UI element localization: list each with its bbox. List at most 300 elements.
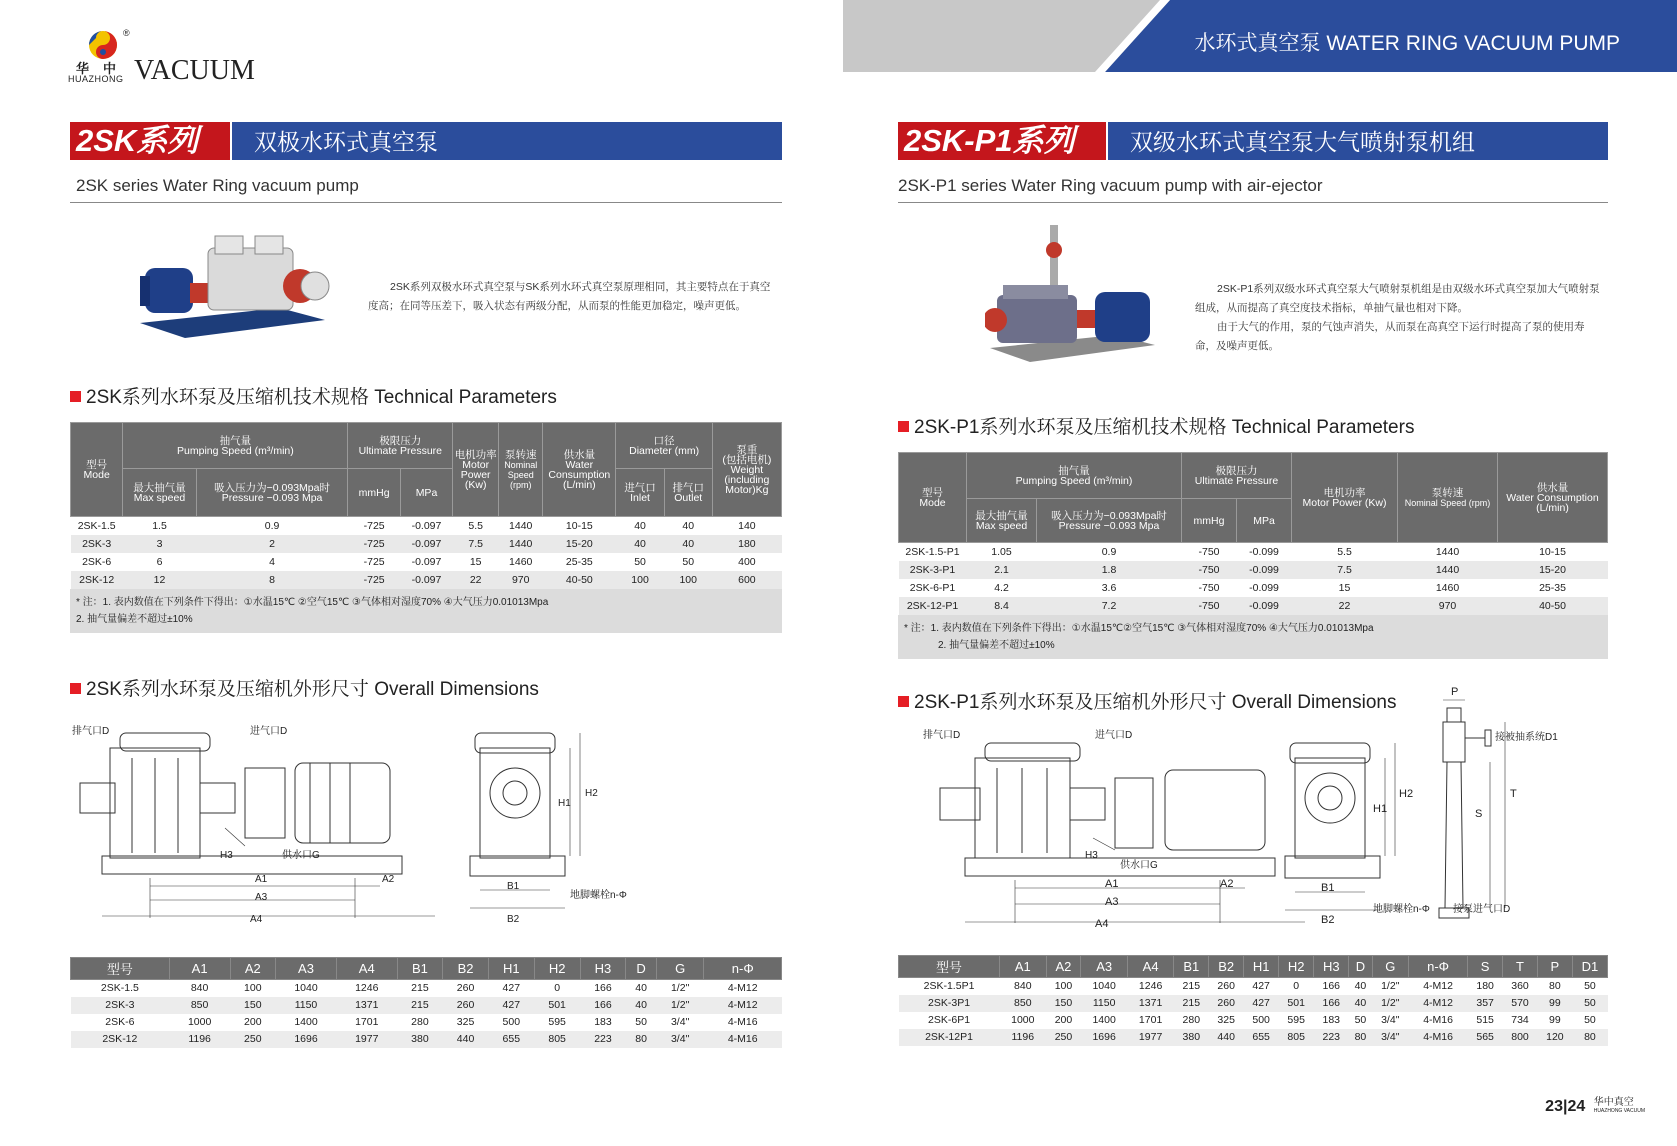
left-subtitle: 2SK series Water Ring vacuum pump [76,176,359,195]
th-speed-en: Nominal Speed (rpm) [504,459,538,490]
table-cell: 25-35 [1498,579,1608,597]
table-cell: 280 [1174,1012,1209,1029]
table-cell: 260 [443,980,489,997]
table-cell: 1150 [1081,995,1127,1012]
table-cell: -725 [348,535,400,553]
right-title-cn: 双级水环式真空泵大气喷射泵机组 [1108,122,1608,160]
table-row [71,571,782,589]
table-cell: 1/2" [656,997,704,1014]
table-cell: 1246 [336,980,397,997]
table-cell: -0.097 [400,535,452,553]
table-cell: 1701 [1127,1012,1173,1029]
table-cell: 15 [453,553,499,571]
table-cell: 515 [1468,1012,1503,1029]
table-cell: 2SK-3 [71,535,123,553]
table-cell: 166 [1314,995,1349,1012]
table-row [71,1031,782,1048]
table-cell: 15 [1292,579,1398,597]
label-h2: H2 [585,788,598,799]
table-row [899,1012,1608,1029]
table-cell: 1440 [499,535,543,553]
left-divider [70,202,782,203]
table-cell: 1/2" [656,980,704,997]
table-cell: 4 [196,553,348,571]
label-h1: H1 [1373,803,1388,815]
table-cell: 223 [1314,1029,1349,1046]
label-a3: A3 [1105,896,1119,908]
th-pump: 抽气量 [219,434,252,447]
logo-pinyin: HUAZHONG [68,74,124,84]
table-cell: 12 [123,571,196,589]
red-square-icon [70,391,81,402]
table-cell: 3/4" [1372,1029,1408,1046]
table-cell: 2.1 [967,561,1037,579]
table-cell: 2SK-3-P1 [899,561,967,579]
table-cell: 1/2" [1372,978,1408,995]
table-cell: 360 [1503,978,1538,995]
dim-header-8: H2 [1279,956,1314,978]
table-cell: 595 [534,1014,580,1031]
table-cell: 501 [1279,995,1314,1012]
dim-header-5: B1 [397,958,443,980]
table-cell: 22 [453,571,499,589]
table-cell: 8.4 [967,597,1037,615]
table-cell: 40 [664,535,712,553]
table-cell: 400 [712,553,781,571]
dim-header-3: A3 [1081,956,1127,978]
table-cell: -0.097 [400,517,452,535]
dim-header-11: G [1372,956,1408,978]
label-h1: H1 [558,798,571,809]
table-cell: 50 [626,1014,656,1031]
table-cell: 150 [1046,995,1081,1012]
table-cell: -0.099 [1237,597,1292,615]
table-row [899,978,1608,995]
dim-header-12: n-Φ [1408,956,1467,978]
logo-cn: 华中 [76,61,131,76]
dim-header-6: B2 [1209,956,1244,978]
dim-header-13: S [1468,956,1503,978]
table-row [71,997,782,1014]
table-cell: 183 [580,1014,626,1031]
label-exhaust: 排气口D [923,730,961,741]
th-water-en: Water Consumption (L/min) [548,458,611,491]
table-cell: 215 [397,980,443,997]
table-cell: 15-20 [543,535,616,553]
table-cell: -0.099 [1237,543,1292,561]
table-row [71,535,782,553]
table-cell: 2SK-1.5 [71,980,170,997]
left-dims-body [71,980,782,1048]
right-divider [898,202,1608,203]
right-note2: 2. 抽气量偏差不超过±10% [938,639,1055,651]
left-dims-head [71,958,782,980]
table-cell: 4-M12 [704,997,782,1014]
table-cell: 6 [123,553,196,571]
table-cell: 2SK-1.5-P1 [899,543,967,561]
table-cell: 840 [169,980,230,997]
dim-header-12: n-Φ [704,958,782,980]
th-mmhg: mmHg [348,469,400,517]
right-spec-body [899,543,1608,615]
table-cell: 7.5 [1292,561,1398,579]
table-cell: 600 [712,571,781,589]
label-inlet: 进气口D [1095,730,1133,741]
table-cell: 250 [1046,1029,1081,1046]
table-row [71,980,782,997]
red-square-icon [898,696,909,707]
table-cell: 2SK-12 [71,1031,170,1048]
th-inlet-en: Inlet [630,491,650,504]
table-cell: 4-M16 [1408,1029,1467,1046]
table-cell: 50 [616,553,664,571]
dim-header-16: D1 [1572,956,1607,978]
left-section-header [70,122,782,160]
right-title-series: 2SK-P1系列 [898,122,1106,160]
label-a3: A3 [255,892,268,903]
footer-brand-en: HUAZHONG VACUUM [1593,1108,1645,1114]
table-cell: 1000 [1000,1012,1046,1029]
table-cell: 1440 [1398,561,1498,579]
table-cell: 2SK-12 [71,571,123,589]
table-cell: 100 [230,980,276,997]
dim-header-1: A1 [169,958,230,980]
table-cell: 50 [1572,978,1607,995]
th-water: 供水量 [563,448,596,461]
right-spec-table-wrap [898,452,1608,659]
th-weight-sub: (包括电机) [722,453,772,466]
table-cell: 0 [534,980,580,997]
table-cell: 3 [123,535,196,553]
table-row [899,579,1608,597]
table-cell: 734 [1503,1012,1538,1029]
table-cell: 1040 [1081,978,1127,995]
th-mode: 型号 [86,458,108,471]
th-water-en: Water Consumption (L/min) [1506,491,1599,514]
th-suction-en: Pressure −0.093 Mpa [1058,519,1160,532]
footer-brand-cn: 华中真空 [1593,1097,1634,1108]
table-cell: 215 [1174,995,1209,1012]
th-speed: 泵转速 [1431,486,1464,499]
table-cell: 80 [1537,978,1572,995]
th-motor: 电机功率 [454,448,497,461]
table-cell: 3/4" [1372,1012,1408,1029]
table-cell: 800 [1503,1029,1538,1046]
table-cell: 50 [1572,995,1607,1012]
th-outlet-en: Outlet [674,491,703,504]
table-cell: 200 [1046,1012,1081,1029]
label-h3: H3 [220,850,233,861]
table-cell: 150 [230,997,276,1014]
table-cell: 325 [443,1014,489,1031]
th-pump-en: Pumping Speed (m³/min) [177,444,294,457]
table-cell: 2SK-12P1 [899,1029,1000,1046]
table-cell: 427 [488,997,534,1014]
label-b1: B1 [1321,882,1335,894]
label-b2: B2 [1321,914,1335,926]
left-note2: 2. 抽气量偏差不超过±10% [76,613,193,625]
label-h2: H2 [1399,788,1414,800]
dim-header-11: G [656,958,704,980]
right-spec-heading-text: 2SK-P1系列水环泵及压缩机技术规格 Technical Parameters [914,417,1415,438]
table-cell: 1696 [1081,1029,1127,1046]
left-title-series: 2SK系列 [70,122,230,160]
right-note1: * 注：1. 表内数值在下列条件下得出：①水温15℃②空气15℃ ③气体相对湿度70% ④大气压力0.01013Mpa [904,622,1374,634]
left-spec-table-wrap [70,422,782,633]
table-cell: 166 [580,980,626,997]
table-cell: 50 [664,553,712,571]
table-row [71,553,782,571]
table-cell: 260 [1209,995,1244,1012]
table-cell: 2 [196,535,348,553]
left-note1: * 注：1. 表内数值在下列条件下得出：①水温15℃ ②空气15℃ ③气体相对湿度70% ④大气压力0.01013Mpa [76,596,549,608]
table-cell: 2SK-3P1 [899,995,1000,1012]
left-dim-heading-text: 2SK系列水环泵及压缩机外形尺寸 Overall Dimensions [86,679,539,700]
table-cell: 655 [1244,1029,1279,1046]
table-cell: 166 [580,997,626,1014]
table-cell: -750 [1182,561,1237,579]
left-dims-table [70,957,782,1048]
th-outlet: 排气口 [672,481,704,494]
dim-header-10: D [626,958,656,980]
right-spec-note [898,615,1608,659]
dim-header-15: P [1537,956,1572,978]
th-mode: 型号 [922,486,943,499]
table-cell: 15-20 [1498,561,1608,579]
th-ult-en: Ultimate Pressure [1194,474,1279,487]
th-speed: 泵转速 [504,448,537,461]
left-description: 2SK系列双极水环式真空泵与SK系列水环式真空泵原理相同，其主要特点在于真空度高；在同等压差下，吸入状态有两级分配，从而泵的性能更加稳定，噪声更低。 [368,281,771,312]
dim-header-0: 型号 [71,958,170,980]
table-cell: 440 [1209,1029,1244,1046]
table-cell: 40 [616,535,664,553]
table-cell: 1000 [169,1014,230,1031]
table-cell: 40 [1349,995,1372,1012]
table-cell: 840 [1000,978,1046,995]
table-cell: 40-50 [543,571,616,589]
th-mode-en: Mode [83,468,110,481]
label-a1: A1 [255,874,268,885]
right-desc1: 2SK-P1系列双级水环式真空泵大气喷射泵机组是由双级水环式真空泵加大气喷射泵组成，从而提高了真空度技术指标，单抽气量也相对下降。 [1195,283,1600,314]
table-cell: 1460 [1398,579,1498,597]
table-cell: 427 [1244,995,1279,1012]
table-cell: 80 [1349,1029,1372,1046]
right-spec-table [898,452,1608,615]
table-cell: 805 [534,1031,580,1048]
table-cell: 260 [1209,978,1244,995]
label-a4: A4 [250,914,263,925]
table-row [71,517,782,535]
table-cell: 99 [1537,1012,1572,1029]
table-cell: 1.5 [123,517,196,535]
table-cell: -750 [1182,597,1237,615]
table-cell: 10-15 [1498,543,1608,561]
table-cell: 3.6 [1037,579,1182,597]
table-cell: 1.05 [967,543,1037,561]
th-dia-en: Diameter (mm) [629,444,700,457]
table-cell: 501 [534,997,580,1014]
table-cell: 1440 [1398,543,1498,561]
table-cell: 120 [1537,1029,1572,1046]
left-spec-heading [70,382,557,409]
table-cell: 1977 [336,1031,397,1048]
dim-header-4: A4 [336,958,397,980]
right-description [1195,280,1605,356]
table-cell: 0 [1279,978,1314,995]
table-cell: 440 [443,1031,489,1048]
table-cell: 1196 [169,1031,230,1048]
table-cell: 40 [1349,978,1372,995]
table-cell: -725 [348,553,400,571]
th-mmhg: mmHg [1182,499,1237,543]
table-cell: 5.5 [453,517,499,535]
table-cell: 100 [616,571,664,589]
table-cell: 50 [1572,1012,1607,1029]
th-suction: 吸入压力为−0.093Mpa时 [214,481,330,494]
table-cell: -750 [1182,579,1237,597]
th-dia: 口径 [653,434,675,447]
dim-header-14: T [1503,956,1538,978]
table-cell: 357 [1468,995,1503,1012]
th-motor-en: Motor Power (Kw) [460,458,491,491]
table-cell: 500 [488,1014,534,1031]
table-cell: 5.5 [1292,543,1398,561]
table-cell: 1.8 [1037,561,1182,579]
label-pump-inlet: 接泵进气口D [1453,904,1511,915]
right-subtitle: 2SK-P1 series Water Ring vacuum pump with air-ejector [898,176,1323,195]
table-cell: 1400 [276,1014,337,1031]
table-cell: -0.099 [1237,561,1292,579]
table-cell: 2SK-6-P1 [899,579,967,597]
th-mode-en: Mode [919,496,946,509]
table-cell: 1400 [1081,1012,1127,1029]
banner-title: 水环式真空泵 WATER RING VACUUM PUMP [1194,32,1620,55]
table-cell: 595 [1279,1012,1314,1029]
th-ult-en: Ultimate Pressure [358,444,443,457]
table-cell: 4-M12 [1408,995,1467,1012]
right-dims-head [899,956,1608,978]
th-mpa: MPa [1237,499,1292,543]
table-cell: 1040 [276,980,337,997]
th-max: 最大抽气量 [133,481,186,494]
table-cell: -725 [348,517,400,535]
table-cell: 80 [1572,1029,1607,1046]
table-cell: 1150 [276,997,337,1014]
table-cell: 22 [1292,597,1398,615]
table-cell: 2SK-6 [71,553,123,571]
label-a1: A1 [1105,878,1119,890]
th-weight-en: Weight (including Motor)Kg [724,463,770,496]
table-cell: 140 [712,517,781,535]
table-cell: 166 [1314,978,1349,995]
dim-header-9: H3 [580,958,626,980]
th-max: 最大抽气量 [975,509,1028,522]
label-b1: B1 [507,881,520,892]
table-cell: 4-M12 [1408,978,1467,995]
label-t: T [1510,788,1517,800]
footer-brand [1594,1098,1645,1116]
table-cell: 80 [626,1031,656,1048]
right-spec-heading [898,412,1414,439]
th-suction: 吸入压力为−0.093Mpa时 [1051,509,1167,522]
right-dims-table [898,955,1608,1046]
red-square-icon [898,421,909,432]
table-cell: 200 [230,1014,276,1031]
dim-header-2: A2 [1046,956,1081,978]
table-cell: 99 [1537,995,1572,1012]
table-cell: 7.5 [453,535,499,553]
table-cell: 427 [488,980,534,997]
label-bolt: 地脚螺栓n-Φ [1373,904,1430,915]
left-spec-heading-text: 2SK系列水环泵及压缩机技术规格 Technical Parameters [86,387,557,408]
th-mpa: MPa [400,469,452,517]
table-cell: 1977 [1127,1029,1173,1046]
table-cell: 260 [443,997,489,1014]
table-cell: 25-35 [543,553,616,571]
dim-header-9: H3 [1314,956,1349,978]
table-cell: 40 [626,980,656,997]
table-cell: 850 [1000,995,1046,1012]
label-exhaust: 排气口D [72,726,110,737]
table-cell: 500 [1244,1012,1279,1029]
table-cell: 2SK-1.5 [71,517,123,535]
red-square-icon [70,683,81,694]
label-inlet: 进气口D [250,726,288,737]
label-a2: A2 [382,874,395,885]
table-cell: 565 [1468,1029,1503,1046]
registered-mark: ® [123,28,130,38]
table-cell: 4-M16 [1408,1012,1467,1029]
table-cell: 250 [230,1031,276,1048]
right-desc2: 由于大气的作用，泵的气蚀声消失，从而泵在高真空下运行时提高了泵的使用寿命，及噪声更低。 [1195,321,1585,352]
th-water: 供水量 [1536,481,1569,494]
logo-brand: VACUUM [134,55,255,86]
2sk-p1-pump-photo [985,220,1160,370]
dim-header-1: A1 [1000,956,1046,978]
th-weight: 泵重 [736,443,758,456]
th-speed-en: Nominal Speed (rpm) [1404,497,1491,508]
label-water: 供水口G [1120,860,1158,871]
table-cell: 183 [1314,1012,1349,1029]
label-a4: A4 [1095,918,1109,930]
left-dimension-drawing [70,728,630,938]
label-p: P [1451,686,1459,698]
label-h3: H3 [1085,850,1098,861]
table-cell: 4-M16 [704,1031,782,1048]
table-row [899,995,1608,1012]
table-cell: 570 [1503,995,1538,1012]
left-title-cn: 双极水环式真空泵 [232,122,782,160]
dim-header-6: B2 [443,958,489,980]
table-cell: 325 [1209,1012,1244,1029]
table-cell: 10-15 [543,517,616,535]
table-cell: 0.9 [1037,543,1182,561]
right-section-header [898,122,1608,160]
table-cell: 100 [1046,978,1081,995]
label-b2: B2 [507,914,520,925]
page-left: 23 [1545,1098,1563,1116]
table-cell: -0.097 [400,553,452,571]
right-dimension-drawing [915,678,1615,948]
table-cell: 4.2 [967,579,1037,597]
page-number: 23|24 华中真空 HUAZHONG VACUUM [1545,1097,1645,1116]
left-dim-heading [70,674,539,701]
table-cell: -725 [348,571,400,589]
table-cell: 850 [169,997,230,1014]
table-row [71,1014,782,1031]
table-cell: 3/4" [656,1031,704,1048]
label-a2: A2 [1220,878,1234,890]
